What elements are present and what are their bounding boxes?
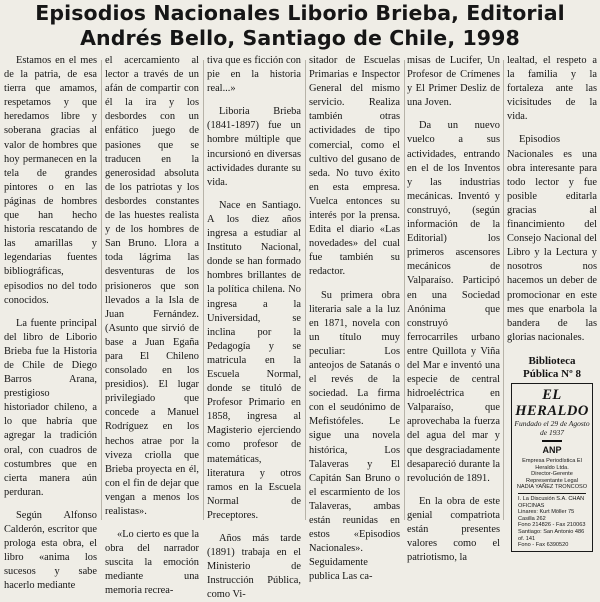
founded-date: Fundado el 29 de Agosto de 1937 bbox=[514, 418, 590, 437]
paragraph: Da un nuevo vuelco a sus actividades, entrando en el de los Inventos y las industrias mecánicas. Inventó y construyó, (según información de la Editorial) los primeros ascensores mecánicos de Valparaíso. Participó en una Sociedad Anónima que construyó ferrocarriles urbano entre Quillota y Viña del Mar e inventó una especie de central hidroeléctrica en Valparaíso, que aprovechaba la fuerza del agua del mar y que desgraciadamente desapareció durante la revolución de 1891. bbox=[407, 120, 500, 484]
paragraph: «Lo cierto es que la obra del narrador suscita la emoción mediante una memoria recrea- bbox=[105, 529, 199, 597]
paragraph: Estamos en el mes de la patria, de esa tierra que amamos, respetamos y que heredamos libre y soberana gracias al valor de hombres que hoy permanecen en la tela de grandes pintores o en las páginas de hombres que han hecho historia rescatando de las amarillas y legendarias fuentes bibliográficas, episodios no del todo conocidos. bbox=[4, 55, 97, 306]
paragraph: Su primera obra literaria sale a la luz en 1871, novela con un título muy peculiar: Los anteojos de Satanás o el revés de la sociedad. La firma con el seudónimo de Mefistófeles. Le sigue una novela histórica, Los Talaveras y El Capitán San Bruno o el escarmiento de los Talaveras, ambas están reunidas en estos «Episodios Nacionales». Seguidamente publica Las ca- bbox=[309, 289, 400, 583]
library-number: Pública Nº 8 bbox=[522, 367, 582, 380]
company-name: Empresa Periodística El Heraldo Ltda. bbox=[522, 457, 582, 471]
headline-line-1: Episodios Nacionales Liborio Brieba, Editorial bbox=[35, 1, 565, 25]
article-body bbox=[0, 54, 600, 601]
library-label: Biblioteca bbox=[528, 354, 576, 367]
director-role: Director-Gerente bbox=[531, 471, 573, 478]
paragraph: sitador de Escuelas Primarias e Inspector General del mismo servicio. Realiza también otras actividades de tipo comercial, como el cultivo del gusano de seda. No tuvo éxito en esta empresa. Vuelca entonces su interés por la prensa. Edita el diario «Las novedades» del cual fue también su redactor. bbox=[309, 55, 400, 278]
headline-line-2: Andrés Bello, Santiago de Chile, 1998 bbox=[80, 26, 520, 50]
paragraph: La fuente principal del libro de Liborio Brieba fue la Historia de Chile de Diego Barros Arana, prestigioso historiador chileno, a lo que habría que agregar la tradición oral, con cuadros de costumbres que en cierta manera aún perduran. bbox=[4, 317, 97, 498]
column-6 bbox=[507, 54, 597, 549]
column-1 bbox=[4, 54, 97, 592]
address-line: Fono - Fax 6390520 bbox=[518, 542, 569, 549]
anp-badge-icon: ANP bbox=[542, 440, 561, 457]
column-2 bbox=[105, 54, 199, 597]
column-3 bbox=[207, 54, 301, 601]
paragraph: tiva que es ficción con pie en la historia real...» bbox=[207, 55, 301, 95]
paragraph: lealtad, el respeto a la familia y la fortaleza ante las vicisitudes de la vida. bbox=[507, 55, 597, 123]
newspaper-masthead bbox=[507, 355, 597, 552]
headline bbox=[0, 0, 600, 51]
column-rule bbox=[305, 60, 306, 520]
column-rule bbox=[503, 60, 504, 520]
paragraph: Según Alfonso Calderón, escritor que prologa esta obra, el libro «anima los sucesos y sabe hacerlo mediante bbox=[4, 509, 97, 592]
paragraph: misas de Lucifer, Un Profesor de Crímenes y El Primer Desliz de una Joven. bbox=[407, 55, 500, 109]
address-line: I. La Discusión S.A. CHAN bbox=[518, 495, 585, 502]
column-4 bbox=[309, 54, 400, 583]
paragraph: Años más tarde (1891) trabaja en el Ministerio de Instrucción Pública, como Vi- bbox=[207, 533, 301, 601]
newspaper-logo: EL HERALDO bbox=[515, 386, 589, 419]
address-line: Fono 214826 - Fax 210063 bbox=[518, 522, 586, 529]
paragraph: Nace en Santiago. A los diez años ingresa a estudiar al Instituto Nacional, donde se han formado hombres brillantes de la política chilena. No ingresa a la Universidad, se inclina por la Pedagogía y se matricula en la Escuela Normal, donde se tituló de Profesor Primario en 1858, ingresa al Magisterio ejerciendo como profesor de matemáticas, literatura y otros ramos en la Escuela Normal de Preceptores. bbox=[207, 199, 301, 521]
director-name: NADIA YAÑEZ TRONCOSO bbox=[516, 484, 588, 491]
paragraph: Liboria Brieba (1841-1897) fue un hombre múltiple que incursionó en diversas actividades durante su vida. bbox=[207, 106, 301, 188]
paragraph: En la obra de este genial compatriota están presentes valores como el patriotismo, la bbox=[407, 495, 500, 564]
column-5 bbox=[407, 54, 500, 564]
masthead-box bbox=[511, 383, 593, 552]
address-line: Linares: Kurt Möller 75 Casilla 262 bbox=[518, 509, 575, 522]
column-rule bbox=[404, 60, 405, 520]
address-line: OFICINAS bbox=[518, 502, 545, 509]
paragraph: el acercamiento al lector a través de un afán de compartir con él la ira y los desbordes con un enfático juego de pasiones que se traducen en la generosidad absoluta de los patriotas y los desbordes constantes de las huestes realista y de los hombres de San Bruno. Llora a toda lágrima las desventuras de los prisioneros que son llevados a la Isla de Juan Fernández. (Asunto que sirvió de base a Juan Egaña para El Chileno consolado en los presidios). El lugar privilegiado que concede a Manuel Rodríguez en los hechos atrae por la viveza criolla que Brieba proyecta en él, con el fin de dejar que vengan a menos los realistas». bbox=[105, 55, 199, 517]
column-rule bbox=[101, 60, 102, 520]
masthead-address bbox=[518, 493, 586, 549]
legal-role: Representante Legal bbox=[526, 477, 578, 484]
column-rule bbox=[203, 60, 204, 520]
address-line: Santiago: San Antonio 486 of. 141 bbox=[518, 528, 585, 542]
paragraph: Episodios Nacionales es una obra interesante para todo lector y fue posible editarla gracias al financimiento del Consejo Nacional del Libro y la Lectura y nosotros nos hacemos un deber de promocionar en este mes que enarbola la bandera de las glorias nacionales. bbox=[507, 134, 597, 343]
